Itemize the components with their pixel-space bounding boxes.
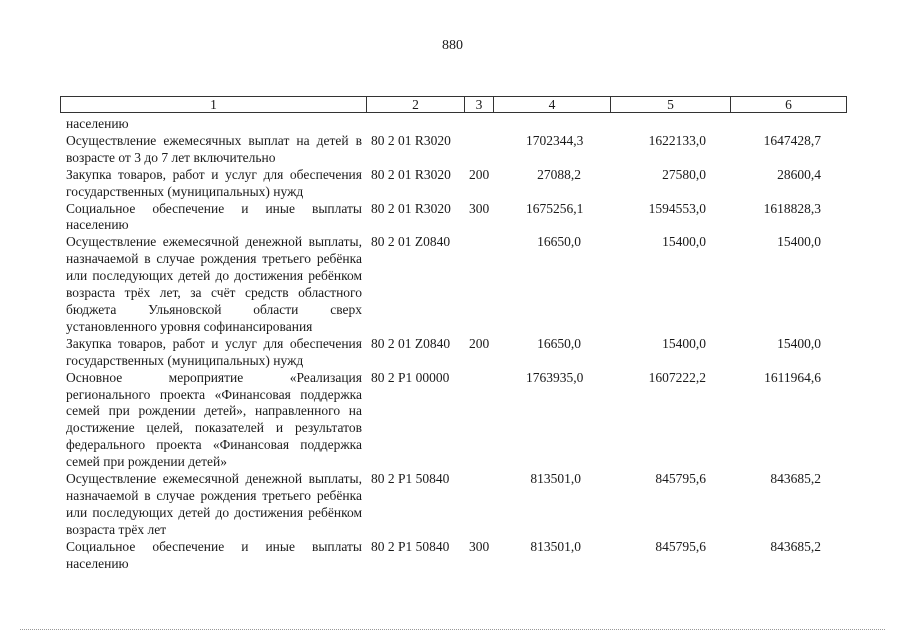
row-name: Закупка товаров, работ и услуг для обеспечения государственных (муниципальных) нужд (66, 335, 362, 368)
row-value-col4: 27088,2 (537, 166, 581, 182)
row-value-col4: 1675256,1 (526, 200, 584, 216)
row-value-col6: 1611964,6 (764, 369, 821, 385)
row-name: населению (66, 116, 129, 131)
column-header-1: 1 (61, 97, 367, 113)
column-header-table (60, 96, 847, 113)
row-code: 80 2 01 Z0840 (371, 234, 451, 250)
table-row (66, 234, 856, 335)
row-code: 80 2 01 R3020 (371, 132, 451, 148)
table-row (66, 471, 856, 539)
budget-table-body (66, 116, 856, 572)
table-row (66, 370, 856, 471)
row-value-col5: 1622133,0 (648, 132, 706, 148)
row-value-col4: 16650,0 (537, 335, 581, 351)
row-expense-type: 200 (469, 335, 490, 351)
row-value-col5: 845795,6 (655, 538, 706, 554)
row-value-col4: 16650,0 (537, 234, 581, 250)
row-code: 80 2 01 R3020 (371, 166, 451, 182)
row-value-col6: 15400,0 (777, 335, 821, 351)
row-expense-type: 200 (469, 166, 490, 182)
row-name: Социальное обеспечение и иные выплаты населению (66, 200, 362, 233)
row-expense-type: 300 (469, 200, 490, 216)
row-code: 80 2 P1 00000 (371, 369, 450, 385)
row-value-col5: 1607222,2 (648, 369, 706, 385)
row-value-col6: 28600,4 (777, 166, 821, 182)
table-row (66, 539, 856, 573)
row-code: 80 2 01 Z0840 (371, 335, 451, 351)
row-value-col5: 845795,6 (655, 471, 706, 487)
row-value-col6: 1647428,7 (763, 132, 821, 148)
row-name: Осуществление ежемесячных выплат на детей в возрасте от 3 до 7 лет включительно (66, 132, 362, 165)
row-value-col5: 15400,0 (662, 335, 706, 351)
column-header-3: 3 (465, 97, 494, 113)
row-name: Закупка товаров, работ и услуг для обеспечения государственных (муниципальных) нужд (66, 166, 362, 199)
row-value-col6: 1618828,3 (763, 200, 821, 216)
row-value-col4: 813501,0 (530, 471, 581, 487)
column-header-row (61, 97, 847, 113)
row-value-col6: 843685,2 (770, 471, 821, 487)
bottom-edge-line (20, 629, 885, 630)
row-value-col4: 1763935,0 (526, 369, 584, 385)
row-name: Социальное обеспечение и иные выплаты населению (66, 538, 362, 571)
row-value-col5: 1594553,0 (648, 200, 706, 216)
column-header-5: 5 (611, 97, 731, 113)
row-code: 80 2 01 R3020 (371, 200, 451, 216)
page-number: 880 (442, 38, 463, 53)
table-row (66, 167, 856, 201)
column-header-6: 6 (731, 97, 847, 113)
column-header-2: 2 (367, 97, 465, 113)
table-row (66, 201, 856, 235)
table-row (66, 116, 856, 133)
row-code: 80 2 P1 50840 (371, 538, 450, 554)
row-value-col5: 27580,0 (662, 166, 706, 182)
row-value-col4: 1702344,3 (526, 132, 584, 148)
row-name: Основное мероприятие «Реализация регионального проекта «Финансовая поддержка семей при рождении детей», направленного на достижение целей, показателей и результатов федерального проекта «Финансовая поддержка семей при рождении детей» (66, 369, 362, 470)
row-value-col5: 15400,0 (662, 234, 706, 250)
row-name: Осуществление ежемесячной денежной выплаты, назначаемой в случае рождения третьего ребёнка или последующих детей до достижения ребёнком возраста трёх лет, за счёт средств областного бюджета Ульяновской области сверх установленного уровня софинансирования (66, 234, 362, 334)
table-row (66, 133, 856, 167)
row-value-col4: 813501,0 (530, 538, 581, 554)
column-header-4: 4 (494, 97, 611, 113)
row-code: 80 2 P1 50840 (371, 471, 450, 487)
row-value-col6: 843685,2 (770, 538, 821, 554)
table-row (66, 336, 856, 370)
row-expense-type: 300 (469, 538, 490, 554)
row-name: Осуществление ежемесячной денежной выплаты, назначаемой в случае рождения третьего ребёнка или последующих детей до достижения ребёнком возраста трёх лет (66, 471, 362, 537)
row-value-col6: 15400,0 (777, 234, 821, 250)
